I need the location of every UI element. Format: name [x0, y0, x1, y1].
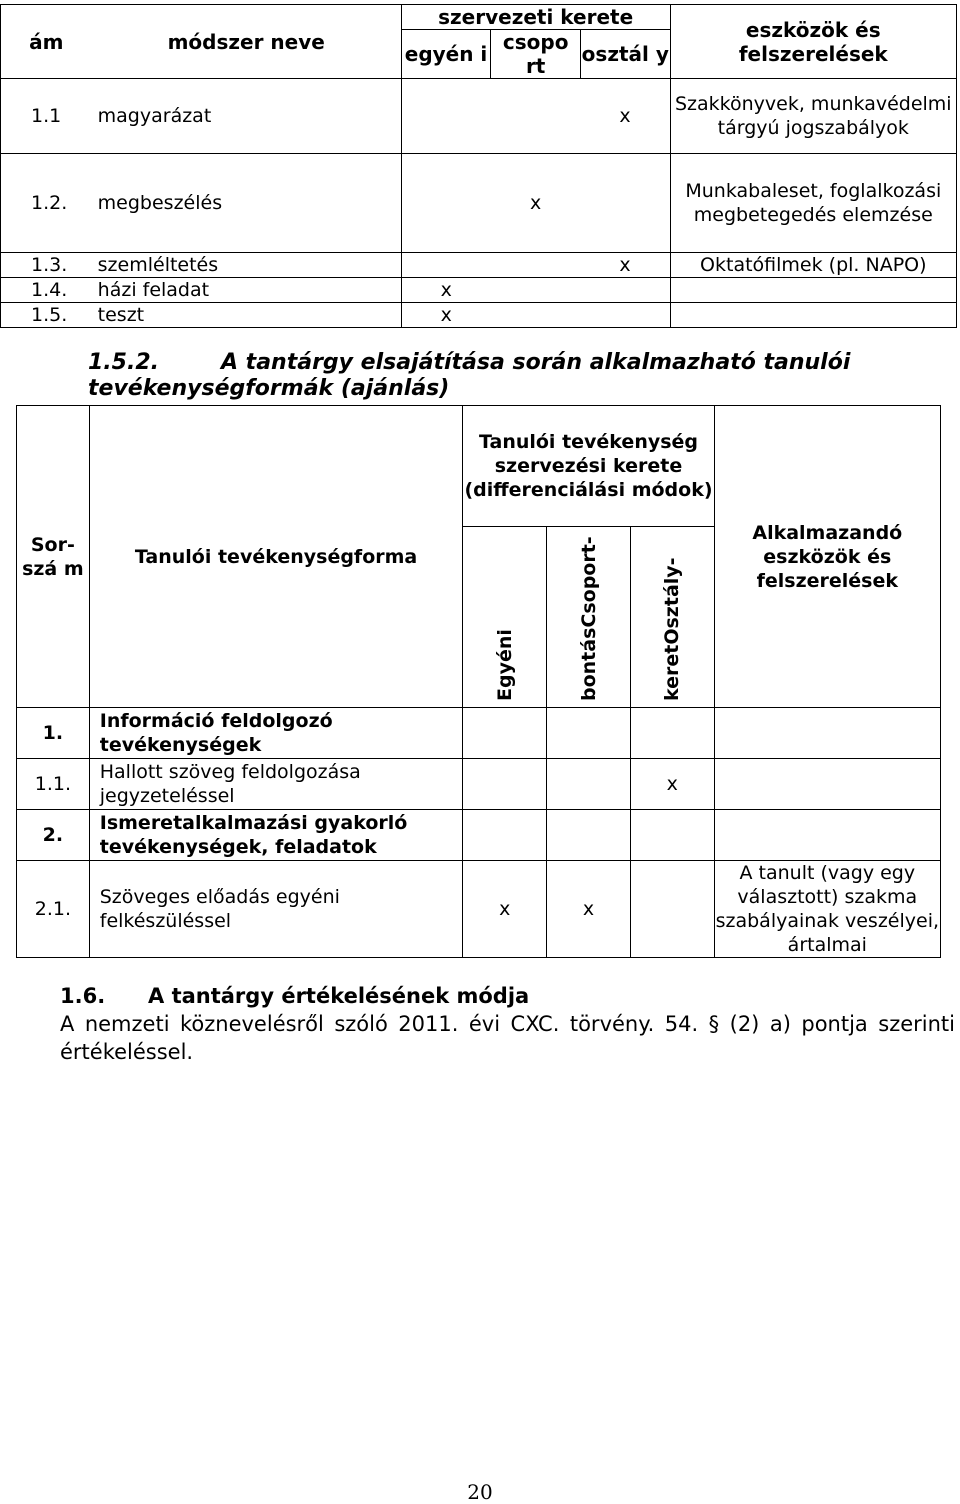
row-class — [580, 154, 670, 253]
row-individual — [463, 810, 547, 861]
row-tools — [714, 810, 940, 861]
row-individual — [401, 154, 491, 253]
section-number: 1.6. — [60, 984, 106, 1008]
header-group: csopo rt — [491, 30, 581, 79]
row-method: teszt — [92, 303, 402, 328]
row-group: x — [491, 154, 581, 253]
table-row — [17, 810, 941, 861]
row-tools: Munkabaleset, foglalkozási megbetegedés elemzése — [670, 154, 956, 253]
row-group — [547, 810, 631, 861]
row-num: 1.3. — [1, 253, 92, 278]
row-individual: x — [401, 303, 491, 328]
section-body: A nemzeti köznevelésről szóló 2011. évi CXC. törvény. 54. § (2) a) pontja szerinti értékeléssel. — [60, 1012, 955, 1064]
row-method: házi feladat — [92, 278, 402, 303]
header-class-label: keretOsztály- — [661, 557, 684, 701]
row-class: x — [580, 253, 670, 278]
row-class — [630, 708, 714, 759]
row-group — [547, 708, 631, 759]
table-row — [17, 861, 941, 958]
row-tools — [714, 759, 940, 810]
section-title: A tantárgy elsajátítása során alkalmazható tanulói tevékenységformák (ajánlás) — [88, 350, 851, 401]
section-title: A tantárgy értékelésének módja — [148, 984, 530, 1008]
row-group — [491, 253, 581, 278]
header-class — [630, 527, 714, 708]
row-num: 1.4. — [1, 278, 92, 303]
row-group — [491, 303, 581, 328]
table-row — [1, 303, 957, 328]
row-activity: Ismeretalkalmazási gyakorló tevékenységek, feladatok — [89, 810, 463, 861]
row-group: x — [547, 861, 631, 958]
row-class — [630, 810, 714, 861]
section-number: 1.5.2. — [88, 350, 159, 375]
header-individual: egyén i — [401, 30, 491, 79]
row-individual — [401, 79, 491, 154]
row-group — [491, 79, 581, 154]
section-16 — [60, 982, 955, 1066]
row-num: 1. — [17, 708, 90, 759]
row-method: megbeszélés — [92, 154, 402, 253]
header-num: ám — [1, 5, 92, 79]
row-num: 1.2. — [1, 154, 92, 253]
row-class: x — [580, 79, 670, 154]
header-individual-label: Egyéni — [493, 629, 516, 701]
table-row — [17, 708, 941, 759]
row-individual: x — [401, 278, 491, 303]
header-tools: Alkalmazandó eszközök és felszerelések — [714, 406, 940, 708]
page-number: 20 — [467, 1480, 493, 1504]
row-class — [580, 303, 670, 328]
table-row — [1, 154, 957, 253]
header-org-frame: Tanulói tevékenység szervezési kerete (differenciálási módok) — [463, 406, 714, 527]
row-activity: Szöveges előadás egyéni felkészüléssel — [89, 861, 463, 958]
header-class: osztál y — [580, 30, 670, 79]
row-group — [491, 278, 581, 303]
row-individual — [401, 253, 491, 278]
row-tools: Oktatófilmek (pl. NAPO) — [670, 253, 956, 278]
section-heading-16 — [60, 982, 955, 1010]
row-num: 1.1 — [1, 79, 92, 154]
header-individual — [463, 527, 547, 708]
row-num: 2.1. — [17, 861, 90, 958]
row-activity: Információ feldolgozó tevékenységek — [89, 708, 463, 759]
section-heading-152 — [88, 350, 948, 402]
header-group-label: bontásCsoport- — [577, 536, 600, 701]
row-class — [630, 861, 714, 958]
row-group — [547, 759, 631, 810]
row-tools: Szakkönyvek, munkavédelmi tárgyú jogszabályok — [670, 79, 956, 154]
row-individual: x — [463, 861, 547, 958]
header-activity-form: Tanulói tevékenységforma — [89, 406, 463, 708]
header-group — [547, 527, 631, 708]
row-individual — [463, 759, 547, 810]
row-tools — [714, 708, 940, 759]
header-org-frame: szervezeti kerete — [401, 5, 670, 30]
header-method-name: módszer neve — [92, 5, 402, 79]
row-class: x — [630, 759, 714, 810]
row-num: 1.1. — [17, 759, 90, 810]
row-activity: Hallott szöveg feldolgozása jegyzeteléssel — [89, 759, 463, 810]
row-tools — [670, 278, 956, 303]
header-sorszam: Sor-szá m — [17, 406, 90, 708]
row-num: 1.5. — [1, 303, 92, 328]
header-tools: eszközök és felszerelések — [670, 5, 956, 79]
row-tools — [670, 303, 956, 328]
activity-forms-table — [16, 405, 941, 958]
row-class — [580, 278, 670, 303]
row-num: 2. — [17, 810, 90, 861]
row-individual — [463, 708, 547, 759]
row-tools: A tanult (vagy egy választott) szakma szabályainak veszélyei, ártalmai — [715, 862, 940, 956]
table-row — [1, 278, 957, 303]
table-row — [1, 79, 957, 154]
table-row — [1, 253, 957, 278]
row-method: magyarázat — [92, 79, 402, 154]
table-row — [17, 759, 941, 810]
row-method: szemléltetés — [92, 253, 402, 278]
methods-table — [0, 4, 957, 328]
